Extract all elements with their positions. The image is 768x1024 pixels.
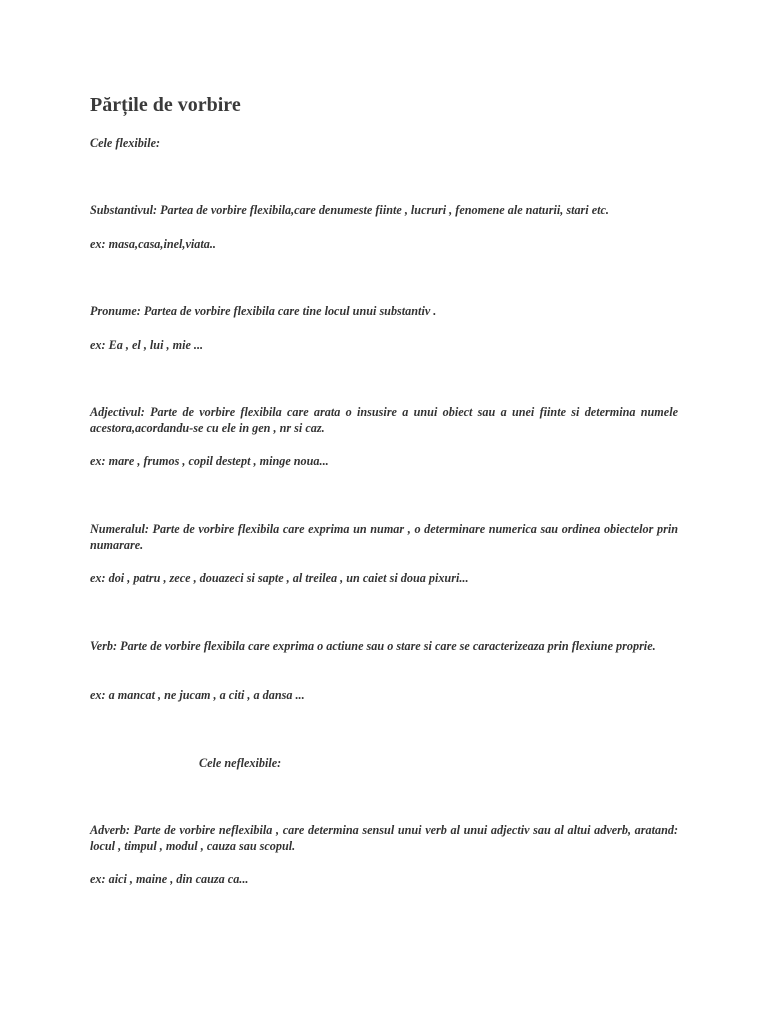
document-title: Părțile de vorbire: [90, 94, 241, 116]
example-substantiv: ex: masa,casa,inel,viata..: [90, 237, 216, 251]
example-adjectiv: ex: mare , frumos , copil destept , minge noua...: [90, 454, 329, 468]
definition-verb: Verb: Parte de vorbire flexibila care exprima o actiune sau o stare si care se caracterizeaza prin flexiune proprie.: [90, 639, 656, 653]
document-page: [90, 0, 678, 1024]
definition-adverb: Adverb: Parte de vorbire neflexibila , care determina sensul unui verb al unui adjectiv sau al altui adverb, aratand: locul , timpul , modul , cauza sau scopul.: [90, 823, 678, 853]
section-heading-inflexible: Cele neflexibile:: [199, 756, 282, 770]
example-pronume: ex: Ea , el , lui , mie ...: [90, 338, 204, 352]
example-adverb: ex: aici , maine , din cauza ca...: [90, 872, 249, 886]
example-numeral: ex: doi , patru , zece , douazeci si sapte , al treilea , un caiet si doua pixuri...: [90, 571, 469, 585]
definition-substantiv: Substantivul: Partea de vorbire flexibila,care denumeste fiinte , lucruri , fenomene ale naturii, stari etc.: [90, 203, 609, 217]
definition-pronume: Pronume: Partea de vorbire flexibila care tine locul unui substantiv .: [90, 304, 437, 318]
example-verb: ex: a mancat , ne jucam , a citi , a dansa ...: [90, 688, 305, 702]
section-heading-flexible: Cele flexibile:: [90, 136, 161, 150]
definition-numeral: Numeralul: Parte de vorbire flexibila care exprima un numar , o determinare numerica sau ordinea obiectelor prin numarare.: [90, 522, 678, 552]
definition-adjectiv: Adjectivul: Parte de vorbire flexibila care arata o insusire a unui obiect sau a unei fiinte si determina numele acestora,acordandu-se cu ele in gen , nr si caz.: [90, 405, 678, 435]
